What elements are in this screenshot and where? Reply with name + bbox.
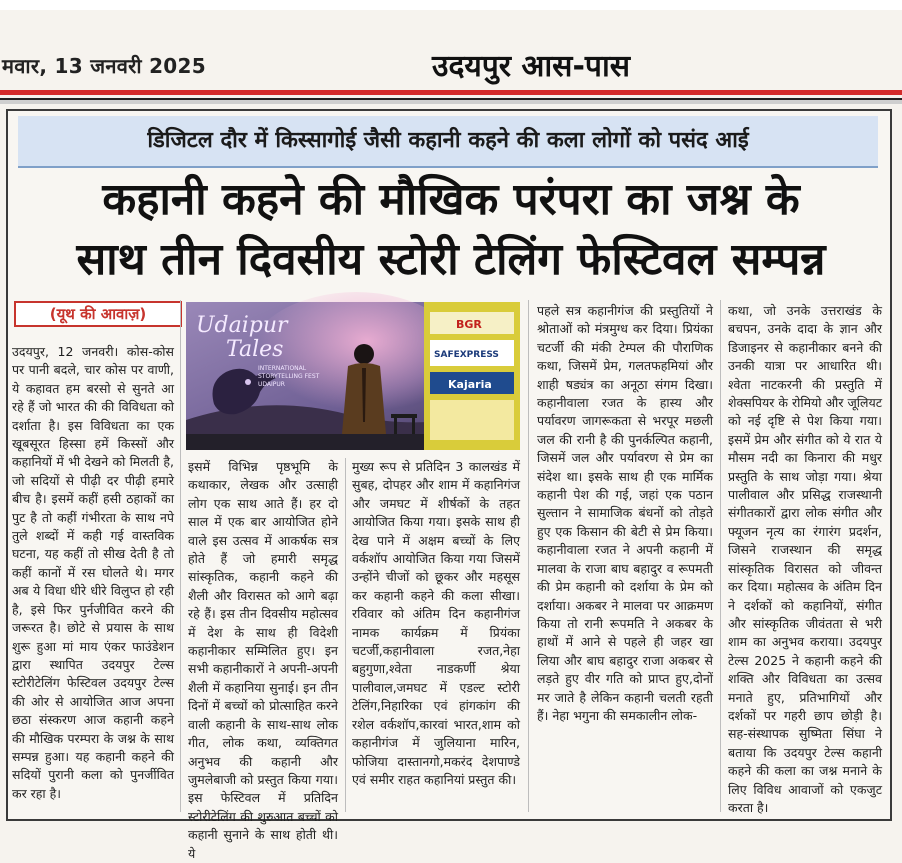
sponsor-2: SAFEXPRESS bbox=[434, 350, 499, 360]
article-column-5: कथा, जो उनके उत्तराखंड के बचपन, उनके दादा के ज्ञान और डिजाइनर से कहानीकार बनने की उनकी यात्रा पर आधारित थी। श्वेता नाटकरनी की प्रस्तुति में शेक्सपियर के रोमियो और जूलियट को नई दृष्टि से पेश किया गया। इसमें प्रेम और संगीत को ये रात ये मौसम नदी का किनारा की मधुर प्रस्तुति के साथ जोड़ा गया। श्रेया पालीवाल और प्रसिद्ध राजस्थानी संगीतकारों द्वारा लोक संगीत और फ्यूजन नृत्य का रंगारंग प्रदर्शन, जिसने राजस्थान की समृद्ध सांस्कृतिक विरासत को जीवन्त कर दिया। महोत्सव के अंतिम दिन ने दर्शकों को कहानियों, संगीत और सांस्कृतिक जीवंतता से भरी शाम का अनुभव कराया। उदयपुर टेल्स 2025 ने कहानी कहने की शक्ति और विविधता का उत्सव मनाते हुए, प्रतिभागियों और दर्शकों पर गहरी छाप छोड़ी है। सह-संस्थापक सुष्मिता सिंघा ने बताया कि उदयपुर टेल्स कहानी कहने की कला का जश्न मनाने के लिए विविध आवाजों को एकजुट करता है। bbox=[728, 303, 882, 815]
sponsor-3: Kajaria bbox=[448, 378, 492, 391]
sponsor-1: BGR bbox=[456, 318, 482, 331]
column-rule bbox=[345, 458, 346, 812]
masthead-red-rule bbox=[0, 90, 902, 95]
section-title: उदयपुर आस-पास bbox=[432, 49, 631, 84]
banner-title-1: Udaipur bbox=[196, 313, 288, 338]
masthead-gray-rule bbox=[0, 100, 902, 104]
banner-title-2: Tales bbox=[226, 337, 284, 362]
column-rule bbox=[528, 300, 529, 812]
issue-date: मवार, 13 जनवरी 2025 bbox=[2, 54, 206, 78]
article-column-1: उदयपुर, 12 जनवरी। कोस-कोस पर पानी बदले, चार कोस पर वाणी, ये कहावत हम बरसो से सुनते आ रहे हैं जो भारत की की विविधता को दर्शाता है। इस विविधता का एक खूबसूरत हिस्सा हमें किस्सों और कहानियों में भी देखने को मिलती है, जो सदियों से पीढ़ी दर पीढ़ी हमारे बीच है। इसमें कहीं हसी ठहाकों का पुट है तो कहीं गंभीरता के साथ नपे तुले शब्दों में कही गई वास्तविक घटना, यह कहीं तो सीख देती है तो कहीं कानों में रस घोलते थे। मगर अब ये विधा धीरे धीरे विलुप्त हो रही है, इसे फिर पुर्नजीवित करने की जरूरत है। छोटे से प्रयास के साथ शुरू हुआ मां माय एंकर फाउंडेशन द्वारा स्थापित उदयपुर टेल्स स्टोरीटेलिंग फेस्टिवल उदयपुर टेल्स की ओर से आयोजित आज अपना छठा संस्करण आज कहानी कहने की मौखिक परम्परा के जश्न के साथ सम्पन्न हुआ। यह कहानी कहने की सदियों पुरानी कला को पुनर्जीवित कर रहा है। bbox=[12, 344, 174, 801]
headline-line-2: साथ तीन दिवसीय स्टोरी टेलिंग फेस्टिवल सम्पन्न bbox=[76, 234, 826, 285]
banner-sub-1: INTERNATIONAL bbox=[258, 365, 307, 372]
event-photo-graphic bbox=[186, 302, 520, 450]
article-column-4: पहले सत्र कहानीगंज की प्रस्तुतियों ने श्रोताओं को मंत्रमुग्ध कर दिया। प्रियंका चटर्जी की मंकी टेम्पल की पौराणिक कथा, जिसमें प्रेम, गलतफहमियां और शाही षड्यंत्र का अनूठा संगम दिखा। कहानीवाला रजत के हास्य और पर्यावरण जागरूकता से भरपूर मछली जल की रानी है की पुनर्कल्पित कहानी, जिसमें जल और पर्यावरण से प्रेम का संदेश था। इसके साथ ही एक मार्मिक कहानी पेश की गई, जहां एक पठान सुल्तान ने सामाजिक बंधनों को तोड़ते हुए एक किसान की बेटी से प्रेम किया। कहानीवाला रजत ने अपनी कहानी में मालवा के राजा बाघ बहादुर व रूपमती की प्रेम कहानी को दर्शाया के प्रेम को दर्शाया। अकबर ने मालवा पर आक्रमण किया तो रानी रूपमति ने अकबर के हाथों में आने से पहले ही जहर खा लिया और बाघ बहादुर राजा अकबर से लड़ते हुए वीर गति को प्राप्त हुए,दोनों मर जाते है लेकिन कहानी चलती रहती हैं। नेहा भगुना की समकालीन लोक- bbox=[537, 303, 713, 723]
column-rule bbox=[720, 300, 721, 812]
article-column-3: मुख्य रूप से प्रतिदिन 3 कालखंड में सुबह, दोपहर और शाम में कहानिगंज और जमघट में शीर्षकों के तहत आयोजित किया गया। इसके साथ ही देख पाने में अक्षम बच्चों के लिए वर्कशॉप आयोजित किया गया जिसमें उन्होंने चीजों को छूकर और महसूस कर कहानी कहने की कला सीखा। रविवार को अंतिम दिन कहानीगंज नामक कार्यक्रम में प्रियंका चटर्जी,कहानीवाला रजत,नेहा बहुगुणा,श्वेता नाडकर्णी श्रेया पालीवाल,जमघट में एडल्ट स्टोरी टेलिंग,निहारिका एवं हांगकांग की रशेल वर्कशॉप,कारवां भारत,शाम को कहानीगंज में जुलियाना मारिन, फोजिया दास्तानगो,मकरंद देशपाण्डे एवं समीर राहत कहानियां प्रस्तुत की। bbox=[352, 459, 520, 787]
story-kicker: डिजिटल दौर में किस्सागोई जैसी कहानी कहने की कला लोगों को पसंद आई bbox=[147, 128, 749, 153]
banner-sub-2: STORYTELLING FEST bbox=[258, 373, 320, 380]
article-column-2: इसमें विभिन्न पृष्ठभूमि के कथाकार, लेखक और उत्साही लोग एक साथ आते हैं। हर दो साल में एक बार आयोजित होने वाले इस उत्सव में आकर्षक सत्र होते हैं जो हमारी समृद्ध सांस्कृतिक, कहानी कहने की शैली और विरासत को आगे बढ़ा रहे हैं। इस तीन दिवसीय महोत्सव में देश के साथ ही विदेशी कहानीकार सम्मिलित हुए। इन सभी कहानीकारों ने अपनी-अपनी शैली में कहानिया सुनाई। इन तीन दिनों में बच्चों को प्रोत्साहित करने वाली कहानी के साथ-साथ लोक गीत, लोक कथा, व्यक्तिगत अनुभव की कहानी और जुमलेबाजी को प्रस्तुत किया गया। इस फेस्टिवल में प्रतिदिन स्टोरीटेलिंग की शुरुआत बच्चों को कहानी सुनाने के साथ होती थी। ये bbox=[188, 459, 338, 861]
top-margin bbox=[0, 0, 902, 10]
headline-line-1: कहानी कहने की मौखिक परंपरा का जश्न के bbox=[102, 174, 800, 225]
column-rule bbox=[180, 300, 181, 812]
byline-tag: (यूथ की आवाज़) bbox=[14, 301, 182, 327]
banner-sub-3: UDAIPUR bbox=[258, 381, 285, 388]
event-photo bbox=[186, 302, 520, 450]
